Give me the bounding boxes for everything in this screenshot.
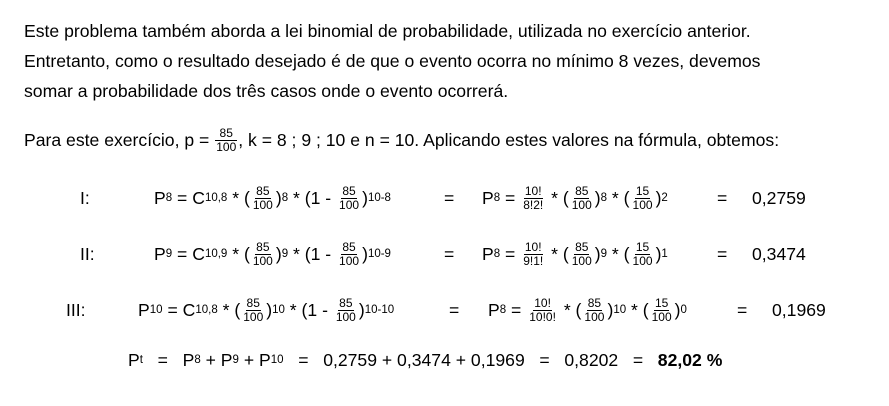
- fraction: [252, 241, 274, 268]
- prob-symbol: P: [482, 243, 494, 264]
- equals-sign: =: [298, 349, 309, 370]
- equation-label: II:: [80, 243, 95, 264]
- fraction-numerator: 85: [256, 183, 270, 198]
- combination-subscript: 10,8: [204, 192, 228, 204]
- exponent: 10: [272, 304, 285, 316]
- fraction-numerator: 85: [587, 295, 602, 310]
- exponent: 9: [281, 248, 289, 260]
- p-denominator: 100: [216, 139, 237, 154]
- prob-subscript: t: [139, 354, 143, 366]
- exponent: 10-10: [364, 304, 395, 316]
- exponent: 0: [680, 304, 687, 316]
- sum-result: 0,8202: [564, 349, 619, 370]
- equation-row-1: [0, 176, 889, 220]
- spacer: (: [618, 187, 630, 208]
- spacer: (: [570, 299, 582, 320]
- fraction: [242, 297, 264, 324]
- close-paren: ): [607, 299, 614, 320]
- multiply-sign: *: [551, 243, 558, 264]
- prob-symbol: P: [138, 299, 150, 320]
- close-paren: ): [275, 187, 282, 208]
- fraction-numerator: 85: [256, 239, 270, 254]
- multiply-sign: *: [232, 187, 240, 208]
- exponent: 8: [281, 192, 289, 204]
- equals-sign: =: [717, 187, 728, 208]
- p-fraction: [215, 127, 237, 154]
- total-row: [128, 338, 848, 382]
- spacer: [331, 188, 336, 209]
- spacer: [525, 350, 540, 371]
- given-suffix: , k = 8 ; 9 ; 10 e n = 10. Aplicando estes valores na fórmula, obtemos:: [238, 130, 780, 150]
- spacer: [328, 300, 333, 321]
- fraction: [632, 185, 654, 212]
- close-paren: ): [594, 187, 601, 208]
- prob-symbol: P: [182, 349, 195, 370]
- combination-symbol: C: [192, 187, 205, 208]
- equation-rhs: [488, 288, 687, 332]
- close-paren: ): [594, 243, 601, 264]
- prob-symbol: P: [154, 243, 166, 264]
- exponent: 10: [613, 304, 627, 316]
- close-paren: ): [266, 299, 273, 320]
- close-paren: ): [674, 299, 681, 320]
- multiply-sign: *: [631, 299, 638, 320]
- fraction-denominator: 100: [339, 253, 360, 268]
- fraction-denominator: 100: [632, 197, 653, 212]
- fraction: [252, 185, 274, 212]
- spacer: (: [557, 243, 569, 264]
- fraction: [583, 297, 605, 324]
- intro-paragraph: [24, 16, 874, 106]
- fraction-numerator: 85: [575, 183, 589, 198]
- close-paren: ): [655, 243, 662, 264]
- exponent: 9: [600, 248, 608, 260]
- fraction-numerator: 85: [339, 295, 353, 310]
- fraction-numerator: 85: [342, 183, 356, 198]
- close-paren: ): [362, 187, 368, 208]
- equals-sign: =: [177, 243, 188, 264]
- prob-subscript: 9: [165, 248, 173, 260]
- fraction: [528, 297, 557, 324]
- fraction-denominator: 100: [651, 309, 672, 324]
- multiply-sign: *: [289, 299, 297, 320]
- equals-sign: =: [737, 299, 748, 320]
- fraction: [522, 241, 544, 268]
- combination-symbol: C: [192, 243, 205, 264]
- fraction-denominator: 100: [571, 253, 592, 268]
- spacer: [168, 350, 183, 371]
- spacer: (: [239, 187, 250, 208]
- plus-sign: +: [243, 349, 255, 370]
- intro-line-2: Entretanto, como o resultado desejado é de que o evento ocorra no mínimo 8 vezes, devemos: [24, 51, 761, 71]
- equals-sign: =: [449, 299, 460, 320]
- fraction-denominator: 100: [252, 197, 273, 212]
- intro-line-1: Este problema também aborda a lei binomial de probabilidade, utilizada no exercício anterior.: [24, 21, 751, 41]
- prob-subscript: 8: [165, 192, 173, 204]
- spacer: (: [618, 243, 630, 264]
- prob-symbol: P: [220, 349, 233, 370]
- fraction-denominator: 100: [584, 309, 605, 324]
- prob-symbol: P: [128, 349, 140, 370]
- prob-symbol: P: [482, 187, 494, 208]
- equation-result: 0,3474: [752, 243, 806, 264]
- equation-label: III:: [66, 299, 86, 320]
- given-paragraph: [24, 125, 874, 155]
- fraction-numerator: 85: [246, 295, 260, 310]
- combination-symbol: C: [182, 299, 196, 320]
- fraction-numerator: 85: [342, 239, 356, 254]
- equals-sign: =: [511, 299, 522, 320]
- total-equation: [128, 338, 722, 382]
- equals-sign: =: [505, 243, 516, 264]
- equals-sign: =: [157, 349, 168, 370]
- equals-sign: =: [505, 187, 516, 208]
- exponent: 2: [661, 192, 668, 204]
- fraction-numerator: 85: [575, 239, 589, 254]
- plus-sign: +: [205, 349, 216, 370]
- equals-sign: =: [444, 243, 455, 264]
- multiply-sign: *: [222, 299, 230, 320]
- spacer: [284, 350, 299, 371]
- final-percent: 82,02 %: [657, 349, 723, 370]
- multiply-sign: *: [551, 187, 558, 208]
- fraction: [571, 185, 593, 212]
- fraction: [335, 297, 357, 324]
- combination-subscript: 10,8: [195, 304, 218, 316]
- spacer: [309, 350, 324, 371]
- prob-subscript: 8: [499, 304, 507, 316]
- multiply-sign: *: [611, 187, 619, 208]
- fraction: [522, 185, 544, 212]
- spacer: [643, 350, 658, 371]
- fraction-denominator: 100: [339, 197, 360, 212]
- fraction-denominator: 9!1!: [523, 253, 544, 268]
- combination-subscript: 10,9: [204, 248, 228, 260]
- intro-line-3: somar a probabilidade dos três casos onde o evento ocorrerá.: [24, 81, 509, 101]
- spacer: (: [637, 299, 649, 320]
- equation-result: 0,2759: [752, 187, 806, 208]
- equation-result: 0,1969: [772, 299, 826, 320]
- fraction-numerator: 10!: [524, 183, 542, 198]
- fraction-numerator: 15: [635, 239, 650, 254]
- spacer: [515, 244, 520, 265]
- given-prefix: Para este exercício, p =: [24, 130, 210, 150]
- fraction-denominator: 100: [335, 309, 356, 324]
- spacer: (: [557, 187, 569, 208]
- equation-label: I:: [80, 187, 90, 208]
- prob-subscript: 8: [194, 354, 201, 366]
- spacer: [143, 350, 158, 371]
- equation-rhs: [482, 176, 668, 220]
- equation-row-3: [0, 288, 889, 332]
- equation-row-2: [0, 232, 889, 276]
- prob-subscript: 8: [493, 192, 501, 204]
- fraction-denominator: 100: [571, 197, 592, 212]
- exponent: 10-8: [367, 192, 391, 204]
- spacer: (: [229, 299, 241, 320]
- equals-sign: =: [632, 349, 644, 370]
- multiply-sign: *: [563, 299, 571, 320]
- prob-subscript: 9: [232, 354, 239, 366]
- close-paren: ): [655, 187, 662, 208]
- fraction: [338, 241, 360, 268]
- equation-lhs: [138, 288, 394, 332]
- equation-lhs: [154, 176, 391, 220]
- spacer: [521, 300, 526, 321]
- fraction: [651, 297, 673, 324]
- fraction: [632, 241, 654, 268]
- equals-sign: =: [167, 299, 178, 320]
- spacer: (: [239, 243, 250, 264]
- multiply-sign: *: [611, 243, 619, 264]
- prob-symbol: P: [259, 349, 271, 370]
- complement-open: (1 -: [301, 299, 328, 320]
- exponent: 8: [600, 192, 608, 204]
- prob-subscript: 8: [493, 248, 501, 260]
- multiply-sign: *: [293, 187, 300, 208]
- equation-rhs: [482, 232, 668, 276]
- close-paren: ): [275, 243, 282, 264]
- spacer: [331, 244, 336, 265]
- exponent: 1: [661, 248, 668, 260]
- fraction: [338, 185, 360, 212]
- fraction-denominator: 10!0!: [529, 309, 556, 324]
- prob-symbol: P: [488, 299, 500, 320]
- equals-sign: =: [177, 187, 188, 208]
- complement-open: (1 -: [304, 243, 332, 264]
- p-numerator: 85: [215, 127, 237, 141]
- fraction-denominator: 8!2!: [523, 197, 544, 212]
- fraction-numerator: 15: [635, 183, 650, 198]
- spacer: [618, 350, 633, 371]
- sum-values: 0,2759 + 0,3474 + 0,1969: [323, 349, 525, 370]
- fraction-numerator: 10!: [534, 295, 551, 310]
- fraction-numerator: 10!: [524, 239, 542, 254]
- prob-subscript: 10: [270, 354, 284, 366]
- multiply-sign: *: [232, 243, 240, 264]
- fraction-denominator: 100: [243, 309, 264, 324]
- fraction-denominator: 100: [252, 253, 273, 268]
- equals-sign: =: [717, 243, 728, 264]
- equation-lhs: [154, 232, 391, 276]
- fraction: [571, 241, 593, 268]
- prob-symbol: P: [154, 187, 166, 208]
- exponent: 10-9: [367, 248, 391, 260]
- complement-open: (1 -: [304, 187, 332, 208]
- fraction-denominator: 100: [632, 253, 653, 268]
- multiply-sign: *: [293, 243, 300, 264]
- spacer: [550, 350, 565, 371]
- equals-sign: =: [539, 349, 550, 370]
- prob-subscript: 10: [149, 304, 163, 316]
- close-paren: ): [362, 243, 368, 264]
- equals-sign: =: [444, 187, 455, 208]
- spacer: [515, 188, 520, 209]
- close-paren: ): [358, 299, 365, 320]
- fraction-numerator: 15: [654, 295, 669, 310]
